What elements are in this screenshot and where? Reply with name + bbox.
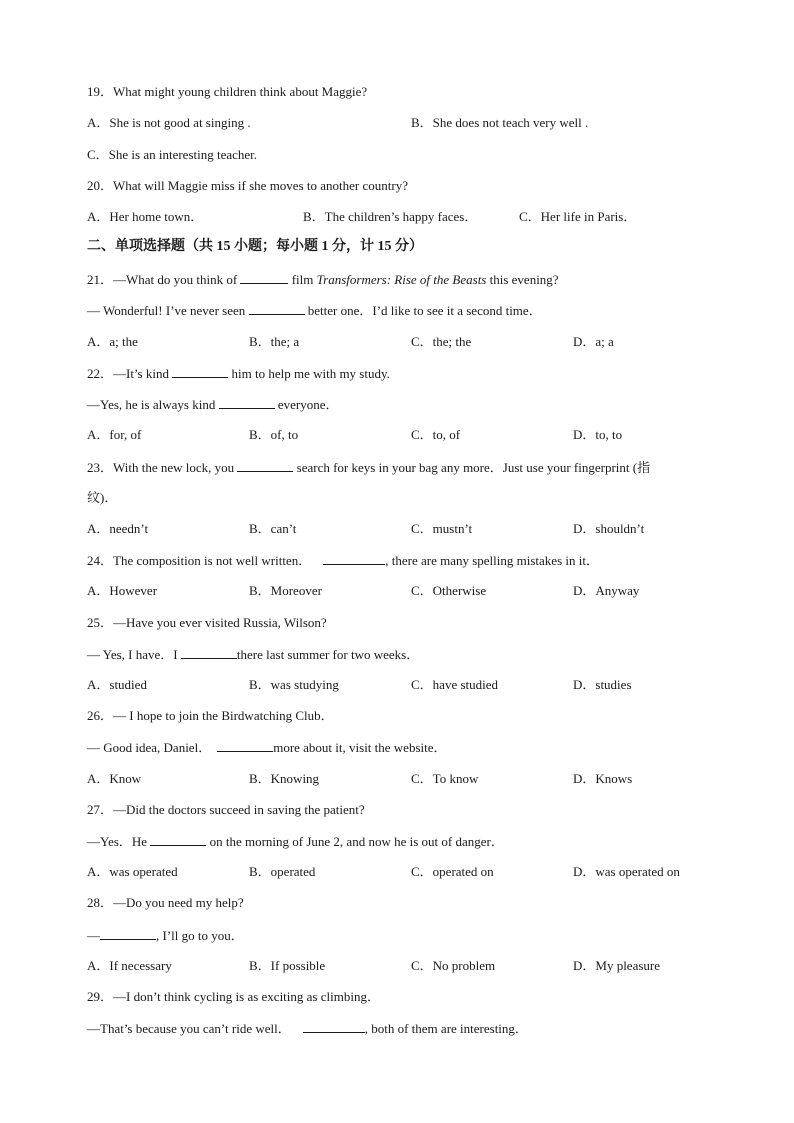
q21-option-d: D．a; a [573, 334, 614, 349]
q28-line2-pre: — [87, 928, 100, 943]
q22-option-a: A．for, of [87, 427, 142, 442]
q26-option-c: C．To know [411, 771, 479, 786]
q23-stem-pre: 23．With the new lock, you [87, 460, 238, 475]
q29-line2-pre: —That’s because you can’t ride well． [87, 1021, 291, 1036]
q26-blank [217, 739, 273, 752]
q23-line2: 纹)． [87, 490, 118, 505]
q27-option-a: A．was operated [87, 864, 178, 879]
q24-stem-post: , there are many spelling mistakes in it． [385, 553, 599, 568]
q23-option-a: A．needn’t [87, 521, 149, 536]
q29-line2-post: , both of them are interesting． [364, 1021, 528, 1036]
q22-line2-pre: —Yes, he is always kind [87, 397, 219, 412]
q23-option-c: C．mustn’t [411, 521, 473, 536]
q21-blank-2 [249, 302, 305, 315]
q21-option-a: A．a; the [87, 334, 138, 349]
q24-option-b: B．Moreover [249, 583, 322, 598]
q25-blank [181, 646, 237, 659]
q21-line2-post: better one．I’d like to see it a second time． [304, 303, 542, 318]
q24-option-c: C．Otherwise [411, 583, 487, 598]
q25-line2-post: there last summer for two weeks． [236, 647, 420, 662]
q22-stem-post: him to help me with my study. [228, 366, 390, 381]
q24-option-d: D．Anyway [573, 583, 640, 598]
q20-option-a: A．Her home town． [87, 209, 204, 224]
q19-option-c: C．She is an interesting teacher. [87, 147, 258, 162]
q22-stem [87, 365, 390, 382]
q23-option-d: D．shouldn’t [573, 521, 645, 536]
q28-line2-post: , I’ll go to you． [156, 928, 244, 943]
q21-stem-mid: film [288, 272, 317, 287]
q26-line2-pre: — Good idea, Daniel． [87, 740, 212, 755]
q26-option-b: B．Knowing [249, 771, 320, 786]
q22-blank-1 [172, 365, 228, 378]
q28-option-b: B．If possible [249, 958, 326, 973]
q23-option-b: B．can’t [249, 521, 297, 536]
q25-option-d: D．studies [573, 677, 632, 692]
q27-option-d: D．was operated on [573, 864, 680, 879]
q25-line2-pre: — Yes, I have．I [87, 647, 181, 662]
q22-option-b: B．of, to [249, 427, 299, 442]
q20-option-b: B．The children’s happy faces． [303, 209, 478, 224]
q25-stem: 25．—Have you ever visited Russia, Wilson? [87, 615, 327, 630]
q28-line2 [87, 927, 244, 944]
q19-option-b: B．She does not teach very well . [411, 115, 589, 130]
q22-blank-2 [219, 396, 275, 409]
q21-option-c: C．the; the [411, 334, 472, 349]
q21-option-b: B．the; a [249, 334, 300, 349]
q21-line2 [87, 302, 542, 319]
q27-line2 [87, 833, 504, 850]
q26-line2-post: more about it, visit the website． [273, 740, 447, 755]
q27-option-c: C．operated on [411, 864, 494, 879]
q21-stem-post: this evening? [486, 272, 559, 287]
q19-option-a: A．She is not good at singing . [87, 115, 251, 130]
q28-blank [100, 927, 156, 940]
q24-blank [323, 552, 385, 565]
q26-option-d: D．Knows [573, 771, 633, 786]
q27-blank [150, 833, 206, 846]
q22-option-c: C．to, of [411, 427, 461, 442]
q27-line2-post: on the morning of June 2, and now he is out of danger． [206, 834, 504, 849]
q27-line2-pre: —Yes．He [87, 834, 151, 849]
q29-line2 [87, 1020, 528, 1037]
q21-line2-pre: — Wonderful! I’ve never seen [87, 303, 249, 318]
q26-stem: 26．— I hope to join the Birdwatching Club． [87, 708, 334, 723]
q23-stem-post: search for keys in your bag any more．Just use your fingerprint (指 [293, 460, 651, 475]
q28-option-d: D．My pleasure [573, 958, 661, 973]
q26-line2 [87, 739, 447, 756]
q25-option-b: B．was studying [249, 677, 339, 692]
q25-option-a: A．studied [87, 677, 147, 692]
q20-stem: 20．What will Maggie miss if she moves to another country? [87, 178, 408, 193]
q20-option-c: C．Her life in Paris． [519, 209, 637, 224]
q19-stem: 19．What might young children think about Maggie? [87, 84, 368, 99]
q25-line2 [87, 646, 419, 663]
q28-option-c: C．No problem [411, 958, 496, 973]
q23-stem [87, 459, 650, 476]
q21-film-title: Transformers: Rise of the Beasts [316, 272, 487, 287]
q29-blank [303, 1020, 365, 1033]
q24-stem [87, 552, 599, 569]
q22-stem-pre: 22．—It’s kind [87, 366, 173, 381]
q22-line2 [87, 396, 338, 413]
section-title: 二、单项选择题（共 15 小题；每小题 1 分，计 15 分） [87, 239, 423, 254]
q25-option-c: C．have studied [411, 677, 499, 692]
q27-stem: 27．—Did the doctors succeed in saving the patient? [87, 802, 365, 817]
q28-stem: 28．—Do you need my help? [87, 895, 244, 910]
q23-blank [237, 459, 293, 472]
q29-stem: 29．—I don’t think cycling is as exciting as climbing． [87, 989, 380, 1004]
q21-blank-1 [240, 271, 288, 284]
q21-stem [87, 271, 559, 288]
q22-option-d: D．to, to [573, 427, 623, 442]
q28-option-a: A．If necessary [87, 958, 172, 973]
q22-line2-post: everyone． [274, 397, 339, 412]
q24-option-a: A．However [87, 583, 158, 598]
q26-option-a: A．Know [87, 771, 142, 786]
q27-option-b: B．operated [249, 864, 316, 879]
q24-stem-pre: 24．The composition is not well written． [87, 553, 312, 568]
q21-stem-pre: 21．—What do you think of [87, 272, 241, 287]
